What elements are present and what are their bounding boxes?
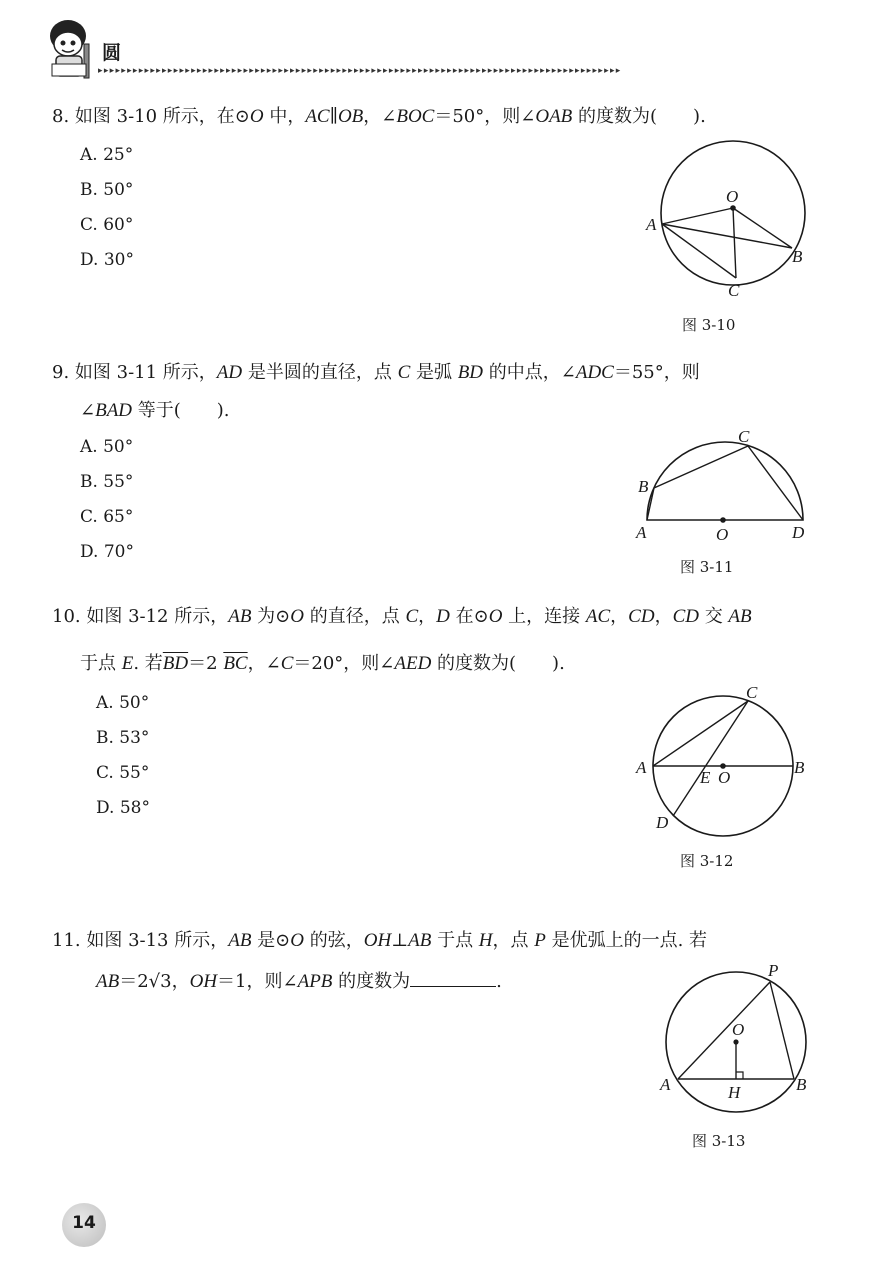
question-11-stem-line2: AB＝2√3，OH＝1，则∠APB 的度数为 . (96, 971, 502, 992)
question-9-stem-line2: ∠BAD 等于( ). (80, 400, 230, 421)
fig12-label-o: O (718, 768, 731, 787)
q9-option-d: D. 70° (80, 542, 134, 562)
figure-3-13 (648, 960, 824, 1120)
fig13-label-a: A (660, 1075, 671, 1094)
q10-option-a: A. 50° (96, 693, 150, 713)
figure-3-13-caption: 图 3-13 (692, 1132, 746, 1150)
q8-option-b: B. 50° (80, 180, 134, 200)
fig12-label-e: E (700, 768, 711, 787)
figure-3-10-caption: 图 3-10 (682, 316, 736, 334)
q8-option-c: C. 60° (80, 215, 134, 235)
q8-option-d: D. 30° (80, 250, 134, 270)
fig10-label-a: A (646, 215, 657, 234)
page-number: 14 (72, 1213, 96, 1233)
q10-option-d: D. 58° (96, 798, 150, 818)
q10-option-c: C. 55° (96, 763, 150, 783)
figure-3-10 (640, 136, 820, 306)
cartoon-mascot-icon (44, 14, 100, 82)
question-10-stem-line2: 于点 E. 若$\overline{BD}=2$ $\overline{BC}$，∠C＝20°，则∠AED 的度数为( ). (80, 653, 565, 674)
answer-blank[interactable] (410, 970, 496, 987)
fig11-label-d: D (792, 523, 805, 542)
q8-option-a: A. 25° (80, 145, 134, 165)
fig12-label-c: C (746, 683, 758, 702)
figure-3-11 (630, 424, 820, 548)
fig11-label-b: B (638, 477, 649, 496)
question-10-stem-line1: 10. 如图 3-12 所示，AB 为⊙O 的直径，点 C，D 在⊙O 上，连接 AC，CD，CD 交 AB (52, 606, 752, 627)
fig12-label-b: B (794, 758, 805, 777)
q10-option-b: B. 53° (96, 728, 150, 748)
fig13-label-b: B (796, 1075, 807, 1094)
q9-option-c: C. 65° (80, 507, 134, 527)
figure-3-12 (632, 680, 818, 840)
fig13-label-p: P (768, 961, 779, 980)
question-9-stem-line1: 9. 如图 3-11 所示，AD 是半圆的直径，点 C 是弧 BD 的中点，∠ADC＝55°，则 (52, 362, 700, 383)
q9-option-a: A. 50° (80, 437, 134, 457)
fig13-label-h: H (728, 1083, 741, 1102)
figure-3-12-caption: 图 3-12 (680, 852, 734, 870)
fig11-label-a: A (636, 523, 647, 542)
q9-option-b: B. 55° (80, 472, 134, 492)
fig11-label-o: O (716, 525, 729, 544)
fig12-label-d: D (656, 813, 669, 832)
fig13-label-o: O (732, 1020, 745, 1039)
figure-3-11-caption: 图 3-11 (680, 558, 734, 576)
question-8-stem: 8. 如图 3-10 所示，在⊙O 中，AC∥OB，∠BOC＝50°，则∠OAB 的度数为( ). (52, 106, 706, 127)
chapter-title: 圆 (102, 42, 122, 64)
header-arrow-divider: ▸▸▸▸▸▸▸▸▸▸▸▸▸▸▸▸▸▸▸▸▸▸▸▸▸▸▸▸▸▸▸▸▸▸▸▸▸▸▸▸▸▸▸▸▸▸▸▸▸▸▸▸▸▸▸▸▸▸▸▸▸▸▸▸▸▸▸▸▸▸▸▸▸▸▸▸▸▸▸▸▸▸▸▸▸▸▸▸▸▸ (98, 66, 622, 76)
fig10-label-c: C (728, 281, 740, 300)
fig11-label-c: C (738, 427, 750, 446)
fig12-label-a: A (636, 758, 647, 777)
fig10-label-b: B (792, 247, 803, 266)
question-11-stem-line1: 11. 如图 3-13 所示，AB 是⊙O 的弦，OH⊥AB 于点 H，点 P 是优弧上的一点. 若 (52, 930, 708, 951)
fig10-label-o: O (726, 187, 739, 206)
